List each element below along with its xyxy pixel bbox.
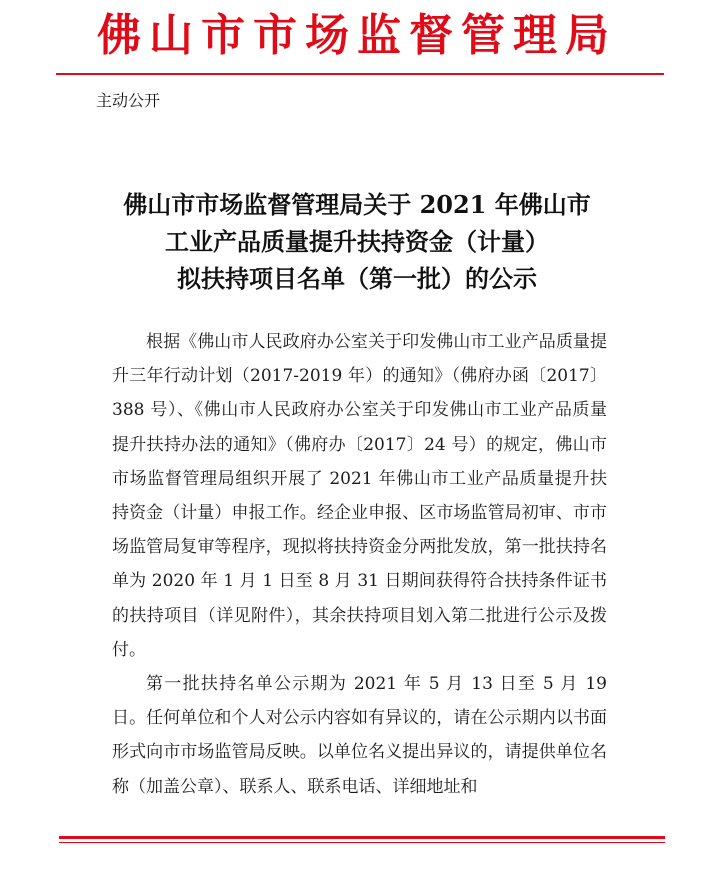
footer-divider-thick <box>59 836 665 839</box>
letterhead-title: 佛山市市场监督管理局 <box>97 10 617 61</box>
footer-divider-thin <box>59 842 665 843</box>
letterhead-divider <box>56 73 664 75</box>
disclosure-label: 主动公开 <box>96 91 161 110</box>
title-line: 佛山市市场监督管理局关于 2021 年佛山市 <box>123 190 591 219</box>
document-body <box>112 325 607 804</box>
document-title <box>40 186 674 297</box>
body-paragraph: 根据《佛山市人民政府办公室关于印发佛山市工业产品质量提升三年行动计划（2017-2019 年）的通知》（佛府办函〔2017〕388 号）、《佛山市人民政府办公室关于印发佛山市工业产品质量提升扶持办法的通知》（佛府办〔2017〕24 号）的规定，佛山市市场监督管理局组织开展了 2021 年佛山市工业产品质量提升扶持资金（计量）申报工作。经企业申报、区市场监管局初审、市市场监管局复审等程序，现拟将扶持资金分两批发放，第一批扶持名单为 2020 年 1 月 1 日至 8 月 31 日期间获得符合扶持条件证书的扶持项目（详见附件），其余扶持项目划入第二批进行公示及拨付。 <box>112 332 607 660</box>
body-paragraph: 第一批扶持名单公示期为 2021 年 5 月 13 日至 5 月 19 日。任何单位和个人对公示内容如有异议的，请在公示期内以书面形式向市市场监管局反映。以单位名义提出异议的，请提供单位名称（加盖公章）、联系人、联系电话、详细地址和 <box>112 674 607 797</box>
title-line: 拟扶持项目名单（第一批）的公示 <box>177 264 537 293</box>
title-line: 工业产品质量提升扶持资金（计量） <box>165 227 549 256</box>
